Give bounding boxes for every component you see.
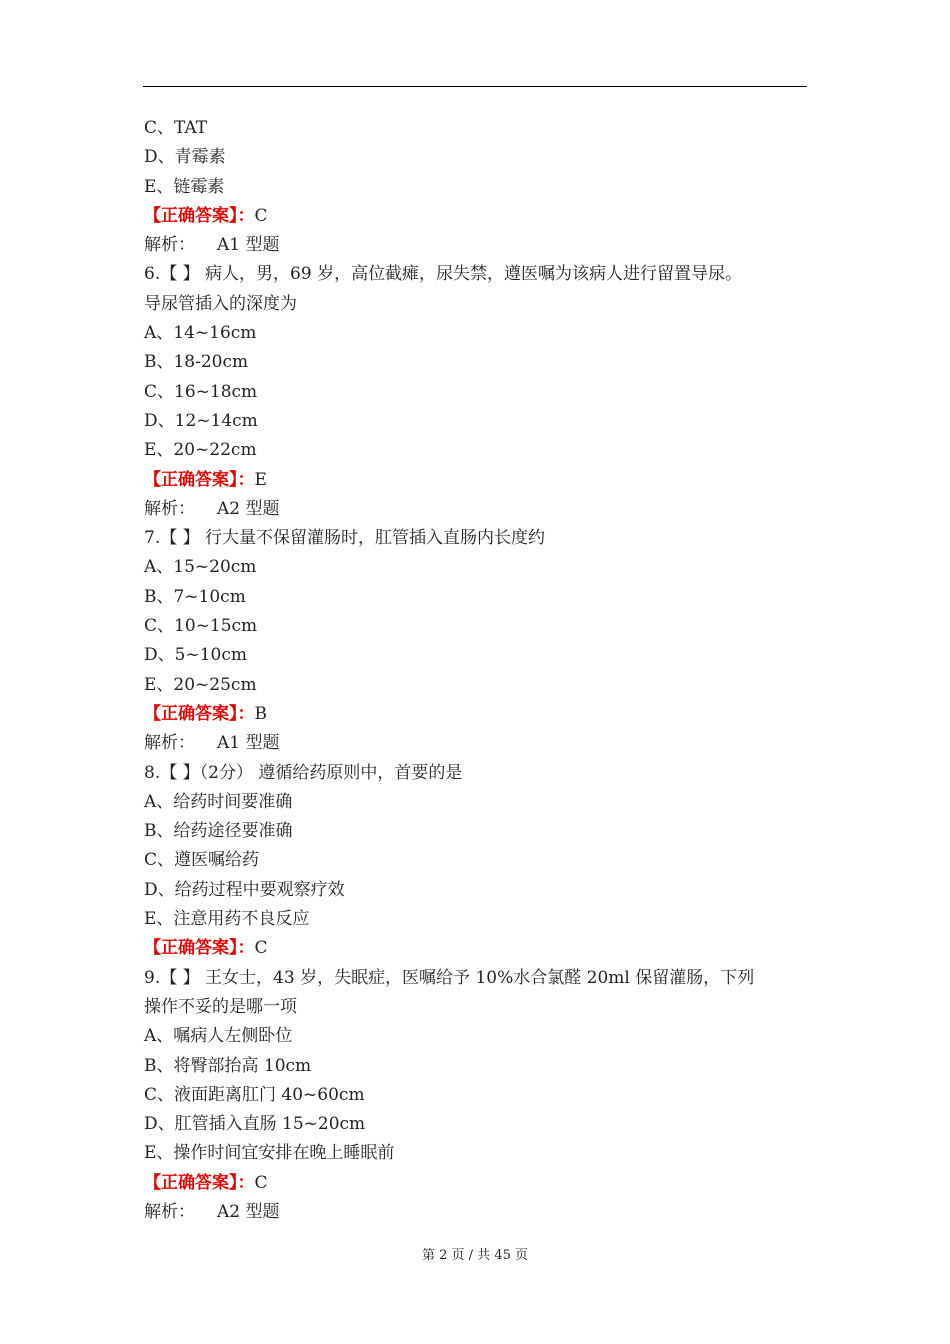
question-9-stem: 9.【 】 王女士，43 岁，失眠症，医嘱给予 10%水合氯醛 20ml 保留灌肠，下列 xyxy=(144,967,755,988)
answer-row xyxy=(144,934,814,963)
option-a: A、嘱病人左侧卧位 xyxy=(144,1026,293,1047)
answer-label: 【正确答案】： xyxy=(144,938,255,959)
answer-label: 【正确答案】： xyxy=(144,469,255,490)
page-footer: 第 2 页 / 共 45 页 xyxy=(422,1248,528,1263)
answer-value: C xyxy=(254,1172,268,1193)
analysis-value: A1 型题 xyxy=(217,235,280,256)
option-a: A、14~16cm xyxy=(144,323,257,344)
question-7-stem: 7.【 】 行大量不保留灌肠时，肛管插入直肠内长度约 xyxy=(144,528,546,549)
question-6-stem-cont: 导尿管插入的深度为 xyxy=(144,293,297,314)
answer-value: E xyxy=(254,469,267,490)
answer-row xyxy=(144,202,814,231)
question-8-stem: 8.【 】（2分） 遵循给药原则中，首要的是 xyxy=(144,762,463,783)
option-d: D、12~14cm xyxy=(144,410,258,431)
option-e: E、链霉素 xyxy=(144,176,225,197)
analysis-row xyxy=(144,231,814,260)
analysis-label: 解析： xyxy=(144,1201,195,1222)
analysis-row xyxy=(144,729,814,758)
answer-label: 【正确答案】： xyxy=(144,205,255,226)
question-9-stem-cont: 操作不妥的是哪一项 xyxy=(144,996,297,1017)
answer-row xyxy=(144,700,814,729)
option-c: C、遵医嘱给药 xyxy=(144,850,260,871)
analysis-row xyxy=(144,495,814,524)
option-d: D、5~10cm xyxy=(144,645,247,666)
option-a: A、给药时间要准确 xyxy=(144,791,293,812)
option-c: C、10~15cm xyxy=(144,616,258,637)
analysis-label: 解析： xyxy=(144,235,195,256)
answer-label: 【正确答案】： xyxy=(144,1172,255,1193)
option-b: B、18-20cm xyxy=(144,352,249,373)
option-d: D、青霉素 xyxy=(144,147,226,168)
analysis-label: 解析： xyxy=(144,733,195,754)
analysis-label: 解析： xyxy=(144,498,195,519)
option-e: E、20~25cm xyxy=(144,674,257,695)
option-c: C、液面距离肛门 40~60cm xyxy=(144,1084,365,1105)
document-body xyxy=(144,114,814,1227)
answer-value: C xyxy=(254,205,268,226)
answer-value: C xyxy=(254,938,268,959)
analysis-value: A1 型题 xyxy=(217,733,280,754)
analysis-value: A2 型题 xyxy=(217,1201,280,1222)
option-c: C、TAT xyxy=(144,118,208,138)
option-e: E、注意用药不良反应 xyxy=(144,909,310,930)
header-rule xyxy=(143,86,807,87)
option-b: B、给药途径要准确 xyxy=(144,821,293,842)
question-6-stem: 6.【 】 病人，男，69 岁，高位截瘫，尿失禁，遵医嘱为该病人进行留置导尿。 xyxy=(144,264,743,285)
option-a: A、15~20cm xyxy=(144,557,257,578)
answer-row xyxy=(144,1169,814,1198)
analysis-value: A2 型题 xyxy=(217,498,280,519)
analysis-row xyxy=(144,1198,814,1227)
answer-row xyxy=(144,466,814,495)
option-b: B、将臀部抬高 10cm xyxy=(144,1055,312,1076)
option-d: D、肛管插入直肠 15~20cm xyxy=(144,1114,366,1135)
option-e: E、20~22cm xyxy=(144,440,257,461)
option-d: D、给药过程中要观察疗效 xyxy=(144,879,345,900)
answer-label: 【正确答案】： xyxy=(144,703,255,724)
answer-value: B xyxy=(254,703,267,724)
option-e: E、操作时间宜安排在晚上睡眠前 xyxy=(144,1143,395,1164)
option-c: C、16~18cm xyxy=(144,381,258,402)
option-b: B、7~10cm xyxy=(144,586,246,607)
